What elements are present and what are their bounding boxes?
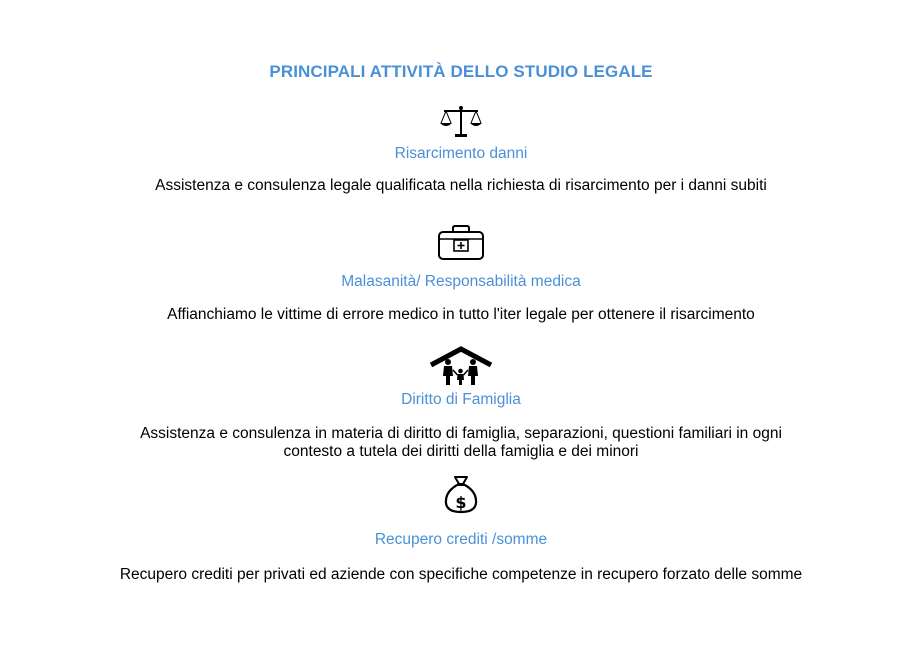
section-description-famiglia xyxy=(0,425,922,461)
medical-kit-icon xyxy=(436,224,486,262)
section-description-recupero xyxy=(0,566,922,584)
description-line: Recupero crediti per privati ed aziende con specifiche competenze in recupero forzato delle somme xyxy=(119,566,803,583)
description-line: Assistenza e consulenza legale qualificata nella richiesta di risarcimento per i danni subiti xyxy=(155,177,767,194)
description-line: Affianchiamo le vittime di errore medico in tutto l'iter legale per ottenere il risarcimento xyxy=(167,306,755,323)
money-bag-icon xyxy=(441,473,481,515)
scales-of-justice-icon xyxy=(439,104,483,140)
section-heading-recupero: Recupero crediti /somme xyxy=(374,531,548,548)
description-line: Assistenza e consulenza in materia di diritto di famiglia, separazioni, questioni familiari in ogni xyxy=(140,425,782,442)
section-heading-famiglia: Diritto di Famiglia xyxy=(401,391,521,408)
svg-text:$: $ xyxy=(455,493,467,512)
section-description-risarcimento xyxy=(0,177,922,195)
description-line: contesto a tutela dei diritti della famiglia e dei minori xyxy=(283,443,639,460)
section-heading-risarcimento: Risarcimento danni xyxy=(394,145,528,162)
family-house-icon xyxy=(428,345,494,387)
section-heading-malasanita: Malasanità/ Responsabilità medica xyxy=(341,273,581,290)
section-description-malasanita xyxy=(0,306,922,324)
page-title: PRINCIPALI ATTIVITÀ DELLO STUDIO LEGALE xyxy=(269,62,653,81)
